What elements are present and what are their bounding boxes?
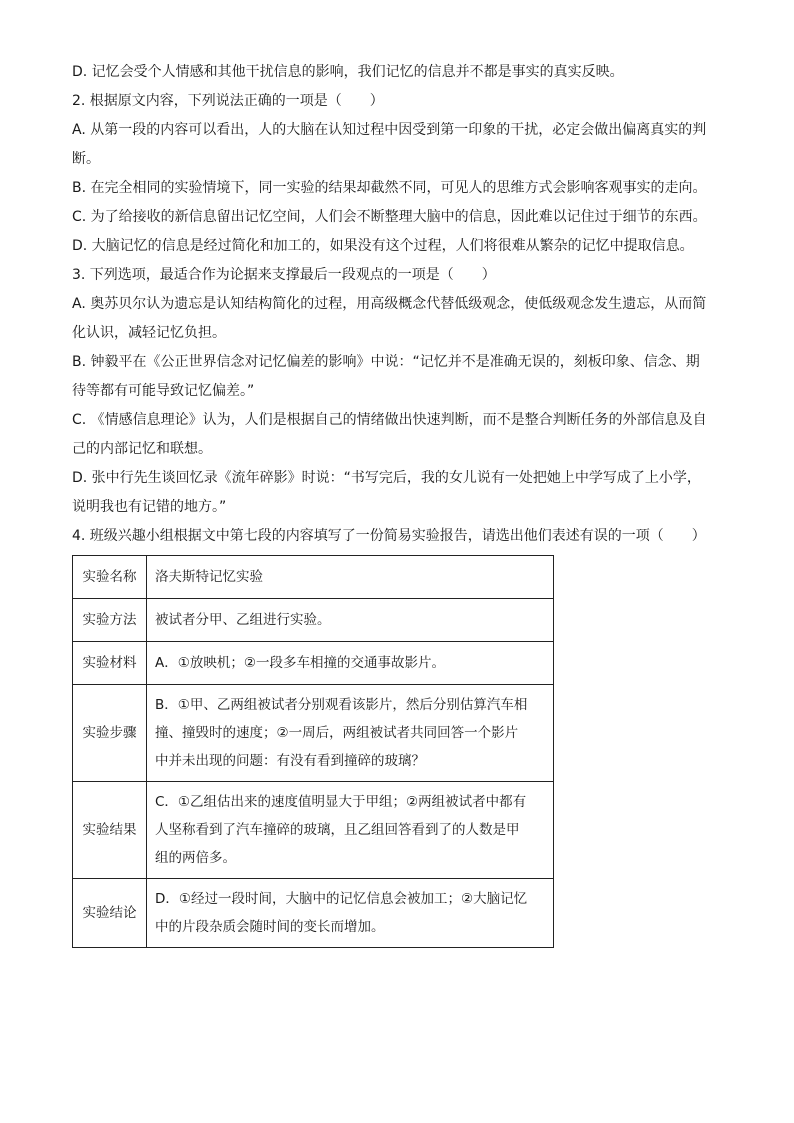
row-value-line: 撞、撞毁时的速度；②一周后，两组被试者共同回答一个影片: [155, 725, 519, 741]
question-3-stem: 3. 下列选项，最适合作为论据来支撑最后一段观点的一项是（ ）: [72, 267, 496, 283]
option-c-q2: C. 为了给接收的新信息留出记忆空间，人们会不断整理大脑中的信息，因此难以记住过于细节的东西。: [72, 209, 707, 225]
row-value: [147, 556, 554, 599]
question-4-stem: 4. 班级兴趣小组根据文中第七段的内容填写了一份简易实验报告，请选出他们表述有误的一项（ ）: [72, 528, 706, 544]
row-value-line: D．①经过一段时间，大脑中的记忆信息会被加工；②大脑记忆: [155, 891, 528, 907]
row-key: 实验名称: [73, 556, 147, 599]
table-row: [73, 642, 554, 685]
option-a-q2-line1: A. 从第一段的内容可以看出，人的大脑在认知过程中因受到第一印象的干扰，必定会做出偏离真实的判: [72, 122, 707, 138]
option-b-q3-line1: B. 钟毅平在《公正世界信念对记忆偏差的影响》中说：“记忆并不是准确无误的，刻板印象、信念、期: [72, 354, 700, 370]
option-d-q3-line1: D. 张中行先生谈回忆录《流年碎影》时说：“书写完后，我的女儿说有一处把她上中学写成了上小学，: [72, 470, 701, 486]
table-row: [73, 782, 554, 879]
table-row: [73, 879, 554, 948]
row-value: [147, 879, 554, 948]
row-value: [147, 642, 554, 685]
table-row: [73, 556, 554, 599]
option-d-q3-line2: 说明我也有记错的地方。”: [72, 499, 227, 515]
option-d-q1: D. 记忆会受个人情感和其他干扰信息的影响，我们记忆的信息并不都是事实的真实反映。: [72, 64, 624, 80]
option-b-q2: B. 在完全相同的实验情境下，同一实验的结果却截然不同，可见人的思维方式会影响客观事实的走向。: [72, 180, 707, 196]
row-key: 实验结论: [73, 879, 147, 948]
option-a-q2-line2: 断。: [72, 151, 100, 167]
document-page: [72, 62, 722, 948]
row-value: [147, 782, 554, 879]
row-key: 实验结果: [73, 782, 147, 879]
option-a-q3-line2: 化认识，减轻记忆负担。: [72, 325, 226, 341]
row-value: [147, 599, 554, 642]
table-row: [73, 599, 554, 642]
row-value-line: C．①乙组估出来的速度值明显大于甲组；②两组被试者中都有: [155, 794, 527, 810]
row-value-line: 中并未出现的问题：有没有看到撞碎的玻璃？: [155, 753, 425, 769]
row-key: 实验方法: [73, 599, 147, 642]
experiment-report-table: [72, 555, 554, 948]
option-d-q2: D. 大脑记忆的信息是经过简化和加工的，如果没有这个过程，人们将很难从繁杂的记忆中提取信息。: [72, 238, 694, 254]
question-2-stem: 2. 根据原文内容，下列说法正确的一项是（ ）: [72, 93, 384, 109]
row-value-line: A．①放映机；②一段多车相撞的交通事故影片。: [155, 655, 445, 671]
row-value-line: 洛夫斯特记忆实验: [155, 569, 263, 585]
row-value-line: 组的两倍多。: [155, 850, 236, 866]
option-c-q3-line1: C. 《情感信息理论》认为，人们是根据自己的情绪做出快速判断，而不是整合判断任务的外部信息及自: [72, 412, 707, 428]
option-a-q3-line1: A. 奥苏贝尔认为遗忘是认知结构简化的过程，用高级概念代替低级观念，使低级观念发生遗忘，从而简: [72, 296, 707, 312]
table-row: [73, 685, 554, 782]
row-key: 实验步骤: [73, 685, 147, 782]
row-value-line: 被试者分甲、乙组进行实验。: [155, 612, 331, 628]
option-b-q3-line2: 待等都有可能导致记忆偏差。”: [72, 383, 255, 399]
row-value-line: 人坚称看到了汽车撞碎的玻璃，且乙组回答看到了的人数是甲: [155, 822, 520, 838]
row-value-line: 中的片段杂质会随时间的变长而增加。: [155, 919, 385, 935]
row-value: [147, 685, 554, 782]
row-key: 实验材料: [73, 642, 147, 685]
option-c-q3-line2: 己的内部记忆和联想。: [72, 441, 212, 457]
row-value-line: B．①甲、乙两组被试者分别观看该影片，然后分别估算汽车相: [155, 697, 528, 713]
